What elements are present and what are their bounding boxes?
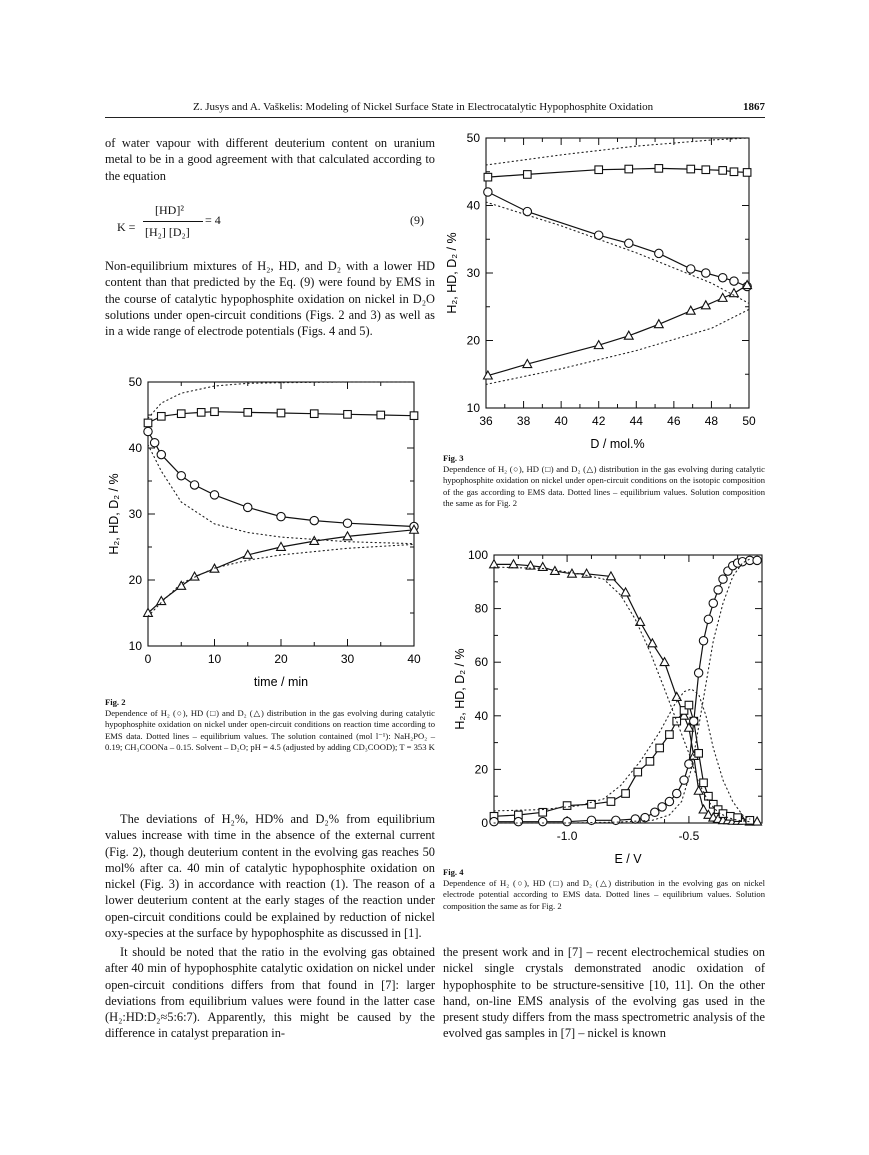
paragraph-3: It should be noted that the ratio in the evolving gas obtained after 40 min of hypophosphite catalytic oxidation on nickel under open-circuit conditions differs from that found in [7]: larger deviations from equilibrium values were found in the latter case (H₂:HD:D₂≈5:6:7). Apparently, this might be caused by the difference in catalyst preparation in- xyxy=(105,945,435,1041)
data-point-square xyxy=(622,790,630,798)
data-point-circle xyxy=(704,615,712,623)
data-point-square xyxy=(211,408,219,416)
paragraph-2: The deviations of H₂%, HD% and D₂% from equilibrium values increase with time in the absence of the external current (Fig. 2), though deuterium content in the evolving gas reaches 50 mol% after ca. 40 min of catalytic hypophosphite oxidation on nickel (Fig. 3) in accordance with reaction (1). The reason of a lower deuterium content at the early stages of the reaction under open-circuit conditions could be explained by reduction of nickel oxy-species at the surface by hypophosphite as discussed in [1]. xyxy=(105,812,435,941)
eq-numerator: [HD]² xyxy=(155,203,184,217)
data-point-circle xyxy=(625,239,633,247)
x-tick-label: 44 xyxy=(629,414,643,428)
data-point-circle xyxy=(665,797,673,805)
data-point-square xyxy=(244,409,252,417)
y-tick-label: 40 xyxy=(474,708,488,723)
series-line-circle xyxy=(494,560,757,821)
y-tick-label: 10 xyxy=(128,639,142,653)
x-tick-label: 10 xyxy=(207,652,222,666)
data-point-square xyxy=(595,166,603,174)
data-point-circle xyxy=(587,816,595,824)
figure-4-caption xyxy=(443,867,765,912)
data-point-circle xyxy=(687,265,695,273)
y-axis-label: H₂, HD, D₂ / % xyxy=(453,648,467,730)
eq-denominator: [H₂] [D₂] xyxy=(145,225,190,239)
y-tick-label: 20 xyxy=(466,333,480,348)
page-number: 1867 xyxy=(743,101,765,113)
header-rule xyxy=(105,117,765,118)
data-point-circle xyxy=(277,512,285,520)
x-tick-label: -0.5 xyxy=(678,829,700,843)
data-point-circle xyxy=(694,669,702,677)
figure-2-caption-text: Dependence of H₂ (○), HD (□) and D₂ (△) distribution in the gas evolving during catalytic hypophosphite oxidation on nickel under open-circuit conditions on reaction time according to EMS data. Dotted lines – equilibrium values. The solution contained (mol l⁻¹): NaH₂PO₂ – 0.19; CH₃COONa – 0.15. Solvent – D₂O; pH = 4.5 (adjusted by adding CD₃COOD); T = 353 K xyxy=(105,708,435,752)
data-point-square xyxy=(702,166,710,174)
data-point-triangle xyxy=(654,320,663,328)
data-point-square xyxy=(719,810,727,818)
data-point-circle xyxy=(702,269,710,277)
data-point-square xyxy=(277,409,285,417)
data-point-triangle xyxy=(648,639,657,647)
data-point-square xyxy=(634,768,642,776)
plot-series-group xyxy=(144,382,419,616)
data-point-circle xyxy=(709,599,717,607)
figure-2-caption xyxy=(105,697,435,753)
data-point-circle xyxy=(244,503,252,511)
data-point-circle xyxy=(514,817,522,825)
data-point-square xyxy=(377,411,385,419)
data-point-circle xyxy=(658,803,666,811)
y-tick-label: 50 xyxy=(128,375,142,389)
data-point-square xyxy=(646,758,654,766)
eq-rhs: = 4 xyxy=(205,213,221,227)
data-point-circle xyxy=(714,586,722,594)
figure-3-caption-text: Dependence of H₂ (○), HD (□) and D₂ (△) distribution in the gas evolving during catalytic hypophosphite oxidation on nickel under open-circuit conditions on the isotopic composition of the gas according to EMS data. Dotted lines – equilibrium values. Solution composition the same as for Fig. 2 xyxy=(443,464,765,508)
plot-series-group xyxy=(490,556,762,826)
y-tick-label: 20 xyxy=(128,573,142,587)
data-point-circle xyxy=(719,274,727,282)
equation-9 xyxy=(105,203,435,253)
data-point-square xyxy=(743,169,751,177)
x-tick-label: 42 xyxy=(592,414,606,428)
data-point-circle xyxy=(539,817,547,825)
data-point-circle xyxy=(343,519,351,527)
eq-lhs: K = xyxy=(117,220,136,234)
x-tick-label: 30 xyxy=(340,652,355,666)
figure-3-chart xyxy=(442,128,767,450)
y-tick-label: 0 xyxy=(481,816,488,830)
data-point-square xyxy=(310,410,318,418)
eq-fraction-bar xyxy=(143,221,203,222)
data-point-square xyxy=(695,750,703,758)
data-point-square xyxy=(700,779,708,787)
data-point-circle xyxy=(673,789,681,797)
data-point-circle xyxy=(631,815,639,823)
x-tick-label: 0 xyxy=(144,652,152,666)
plot-series-group xyxy=(483,138,751,384)
data-point-triangle xyxy=(701,301,710,309)
y-tick-label: 10 xyxy=(466,401,480,415)
data-point-triangle xyxy=(177,581,186,589)
data-point-circle xyxy=(719,575,727,583)
data-point-circle xyxy=(655,249,663,257)
data-point-circle xyxy=(310,516,318,524)
data-point-circle xyxy=(144,427,152,435)
data-point-square xyxy=(685,701,693,709)
data-point-triangle xyxy=(718,293,727,301)
equilibrium-dotted-line xyxy=(148,544,414,616)
x-tick-label: 36 xyxy=(479,414,493,428)
data-point-square xyxy=(730,168,738,176)
x-tick-label: 46 xyxy=(667,414,681,428)
y-tick-label: 80 xyxy=(474,601,488,616)
data-point-square xyxy=(687,165,695,173)
y-axis-label: H₂, HD, D₂ / % xyxy=(445,232,459,314)
data-point-triangle xyxy=(699,805,708,813)
data-point-circle xyxy=(490,817,498,825)
eq-number: (9) xyxy=(410,213,424,227)
data-point-circle xyxy=(563,817,571,825)
data-point-circle xyxy=(150,439,158,447)
equilibrium-dotted-line xyxy=(486,202,749,303)
data-point-circle xyxy=(612,816,620,824)
data-point-square xyxy=(607,798,615,806)
x-tick-label: 50 xyxy=(742,414,756,428)
y-tick-label: 50 xyxy=(466,131,480,145)
data-point-circle xyxy=(157,450,165,458)
data-point-square xyxy=(666,731,674,739)
y-tick-label: 20 xyxy=(474,762,488,777)
data-point-square xyxy=(177,410,185,418)
figure-3-label: Fig. 3 xyxy=(443,453,464,463)
paragraph-1: Non-equilibrium mixtures of H₂, HD, and D₂ with a lower HD content than that predicted by the Eq. (9) were found by EMS in the course of catalytic hypophosphite oxidation on nickel in D₂O solutions under open-circuit conditions (Figs. 2 and 3) as well as in a wide range of electrode potentials (Figs. 4 and 5). xyxy=(105,259,435,339)
data-point-circle xyxy=(753,556,761,564)
data-point-square xyxy=(144,419,152,427)
data-point-triangle xyxy=(157,597,166,605)
x-tick-label: 48 xyxy=(704,414,719,428)
data-point-circle xyxy=(210,491,218,499)
x-tick-label: 40 xyxy=(554,414,568,428)
x-axis-label: D / mol.% xyxy=(590,437,645,450)
data-point-triangle xyxy=(660,658,669,666)
data-point-triangle xyxy=(509,560,518,568)
figure-3-caption xyxy=(443,453,765,509)
data-point-square xyxy=(410,412,418,420)
data-point-circle xyxy=(651,808,659,816)
data-point-square xyxy=(197,409,205,417)
y-tick-label: 30 xyxy=(128,507,142,521)
equilibrium-dotted-line xyxy=(486,138,749,165)
figure-4-label: Fig. 4 xyxy=(443,867,464,877)
y-tick-label: 60 xyxy=(474,655,488,670)
data-point-square xyxy=(625,165,633,173)
x-axis-label: E / V xyxy=(614,852,642,866)
data-point-circle xyxy=(190,481,198,489)
data-point-circle xyxy=(484,188,492,196)
equilibrium-dotted-line xyxy=(148,445,414,544)
x-tick-label: 38 xyxy=(516,414,531,428)
data-point-circle xyxy=(690,717,698,725)
y-tick-label: 100 xyxy=(467,548,488,562)
running-title: Z. Jusys and A. Vaškelis: Modeling of Nickel Surface State in Electrocatalytic Hypophosphite Oxidation xyxy=(193,101,654,113)
figure-2-label: Fig. 2 xyxy=(105,697,126,707)
x-tick-label: 20 xyxy=(274,652,288,666)
data-point-square xyxy=(563,802,571,810)
data-point-circle xyxy=(680,776,688,784)
y-tick-label: 30 xyxy=(466,266,480,280)
x-axis-label: time / min xyxy=(253,675,309,689)
data-point-square xyxy=(344,411,352,419)
y-tick-label: 40 xyxy=(128,441,142,455)
data-point-circle xyxy=(177,472,185,480)
x-tick-label: -1.0 xyxy=(556,829,578,843)
data-point-square xyxy=(158,413,166,421)
equilibrium-dotted-line xyxy=(486,309,749,384)
figure-4-chart xyxy=(442,545,767,867)
right-paragraph: the present work and in [7] – recent electrochemical studies on nickel single crystals demonstrated anodic oxidation of hypophosphite to be structure-sensitive [10, 11]. On the other hand, on-line EMS analysis of the evolving gas used in the present study differs from the mass spectrometric analysis of the evolved gas samples in [7] – nickel is known xyxy=(443,945,765,1041)
data-point-square xyxy=(484,173,492,181)
intro-paragraph: of water vapour with different deuterium content on uranium metal to be in a good agreement with that calculated according to the equation xyxy=(105,136,435,183)
data-point-triangle xyxy=(694,786,703,794)
y-tick-label: 40 xyxy=(466,198,480,213)
figure-2-chart xyxy=(100,375,435,697)
data-point-circle xyxy=(730,277,738,285)
data-point-square xyxy=(719,167,727,175)
equilibrium-dotted-line xyxy=(494,559,750,823)
data-point-triangle xyxy=(672,692,681,700)
x-tick-label: 40 xyxy=(407,652,421,666)
data-point-square xyxy=(656,744,664,752)
y-axis-label: H₂, HD, D₂ / % xyxy=(107,473,121,555)
figure-4-caption-text: Dependence of H₂ (○), HD (□) and D₂ (△) distribution in the evolving gas on nickel electrode potential according to EMS data. Dotted lines – equilibrium values. Solution composition the same as for Fig. 2 xyxy=(443,878,765,911)
data-point-square xyxy=(727,813,735,821)
data-point-circle xyxy=(699,637,707,645)
data-point-square xyxy=(524,171,532,179)
data-point-square xyxy=(655,165,663,173)
